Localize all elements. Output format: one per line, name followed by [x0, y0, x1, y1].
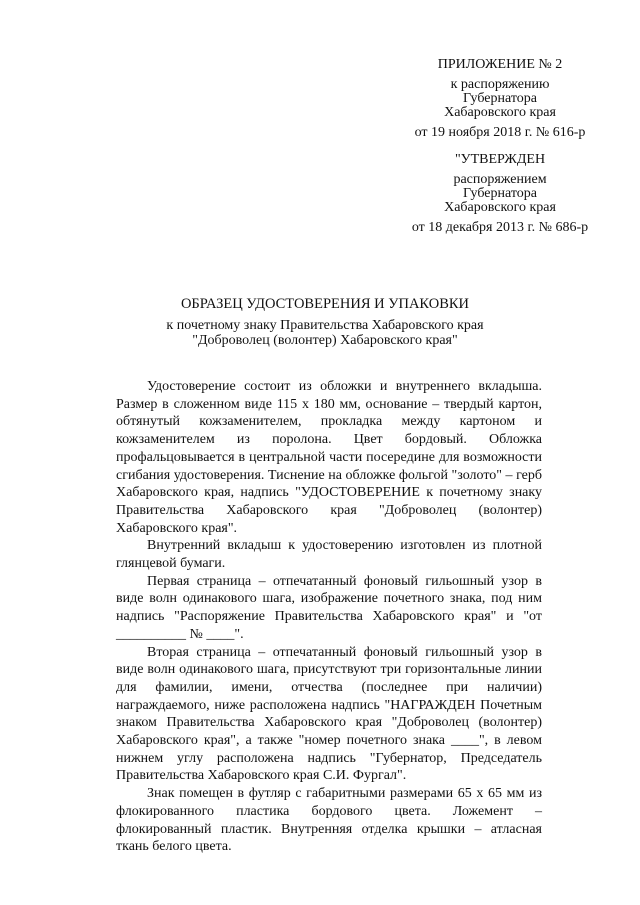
approved-line-3: Хабаровского края	[444, 200, 556, 215]
approved-header	[390, 153, 610, 235]
approved-line-2: Губернатора	[462, 186, 538, 201]
appendix-date: от 19 ноября 2018 г. № 616-р	[414, 125, 586, 140]
appendix-title: ПРИЛОЖЕНИЕ № 2	[437, 57, 563, 72]
paragraph: Вторая страница – отпечатанный фоновый гильошный узор в виде волн одинакового шага, присутствуют три горизонтальные линии для фамилии, имени, отчества (последнее при наличии) награждаемого, ниже расположена надпись "НАГРАЖДЕН Почетным знаком Правительства Хабаровского края "Доброволец (волонтер) Хабаровского края", а также "номер почетного знака ____", в левом нижнем углу расположена надпись "Губернатор, Председатель Правительства Хабаровского края С.И. Фургал".	[116, 644, 542, 784]
document-title-block	[110, 297, 540, 348]
paragraph: Первая страница – отпечатанный фоновый гильошный узор в виде волн одинакового шага, изображение почетного знака, под ним надпись "Распоряжение Правительства Хабаровского края" и "от __________ № ____".	[116, 573, 542, 642]
document-subtitle-1: к почетному знаку Правительства Хабаровского края	[166, 318, 484, 333]
appendix-header	[390, 58, 610, 140]
document-title: ОБРАЗЕЦ УДОСТОВЕРЕНИЯ И УПАКОВКИ	[180, 296, 470, 312]
document-subtitle-2: "Доброволец (волонтер) Хабаровского края"	[192, 333, 458, 348]
appendix-line-2: Губернатора	[462, 91, 538, 106]
paragraph: Удостоверение состоит из обложки и внутреннего вкладыша. Размер в сложенном виде 115 х 180 мм, основание – твердый картон, обтянутый кожзаменителем, прокладка между картоном и кожзаменителем из поролона. Цвет бордовый. Обложка профальцовывается в центральной части посередине для возможности сгибания удостоверения. Тиснение на обложке фольгой "золото" – герб Хабаровского края, надпись "УДОСТОВЕРЕНИЕ к почетному знаку Правительства Хабаровского края "Доброволец (волонтер) Хабаровского края".	[116, 379, 542, 536]
paragraph: Внутренний вкладыш к удостоверению изготовлен из плотной глянцевой бумаги.	[116, 538, 542, 572]
document-body	[116, 378, 542, 856]
approved-title: "УТВЕРЖДЕН	[454, 152, 546, 167]
appendix-line-3: Хабаровского края	[444, 105, 556, 120]
appendix-line-1: к распоряжению	[450, 77, 550, 92]
approved-date: от 18 декабря 2013 г. № 686-р	[411, 220, 589, 235]
approved-line-1: распоряжением	[453, 172, 547, 187]
paragraph: Знак помещен в футляр с габаритными размерами 65 х 65 мм из флокированного пластика бордового цвета. Ложемент – флокированный пластик. Внутренняя отделка крышки – атласная ткань белого цвета.	[116, 786, 542, 855]
